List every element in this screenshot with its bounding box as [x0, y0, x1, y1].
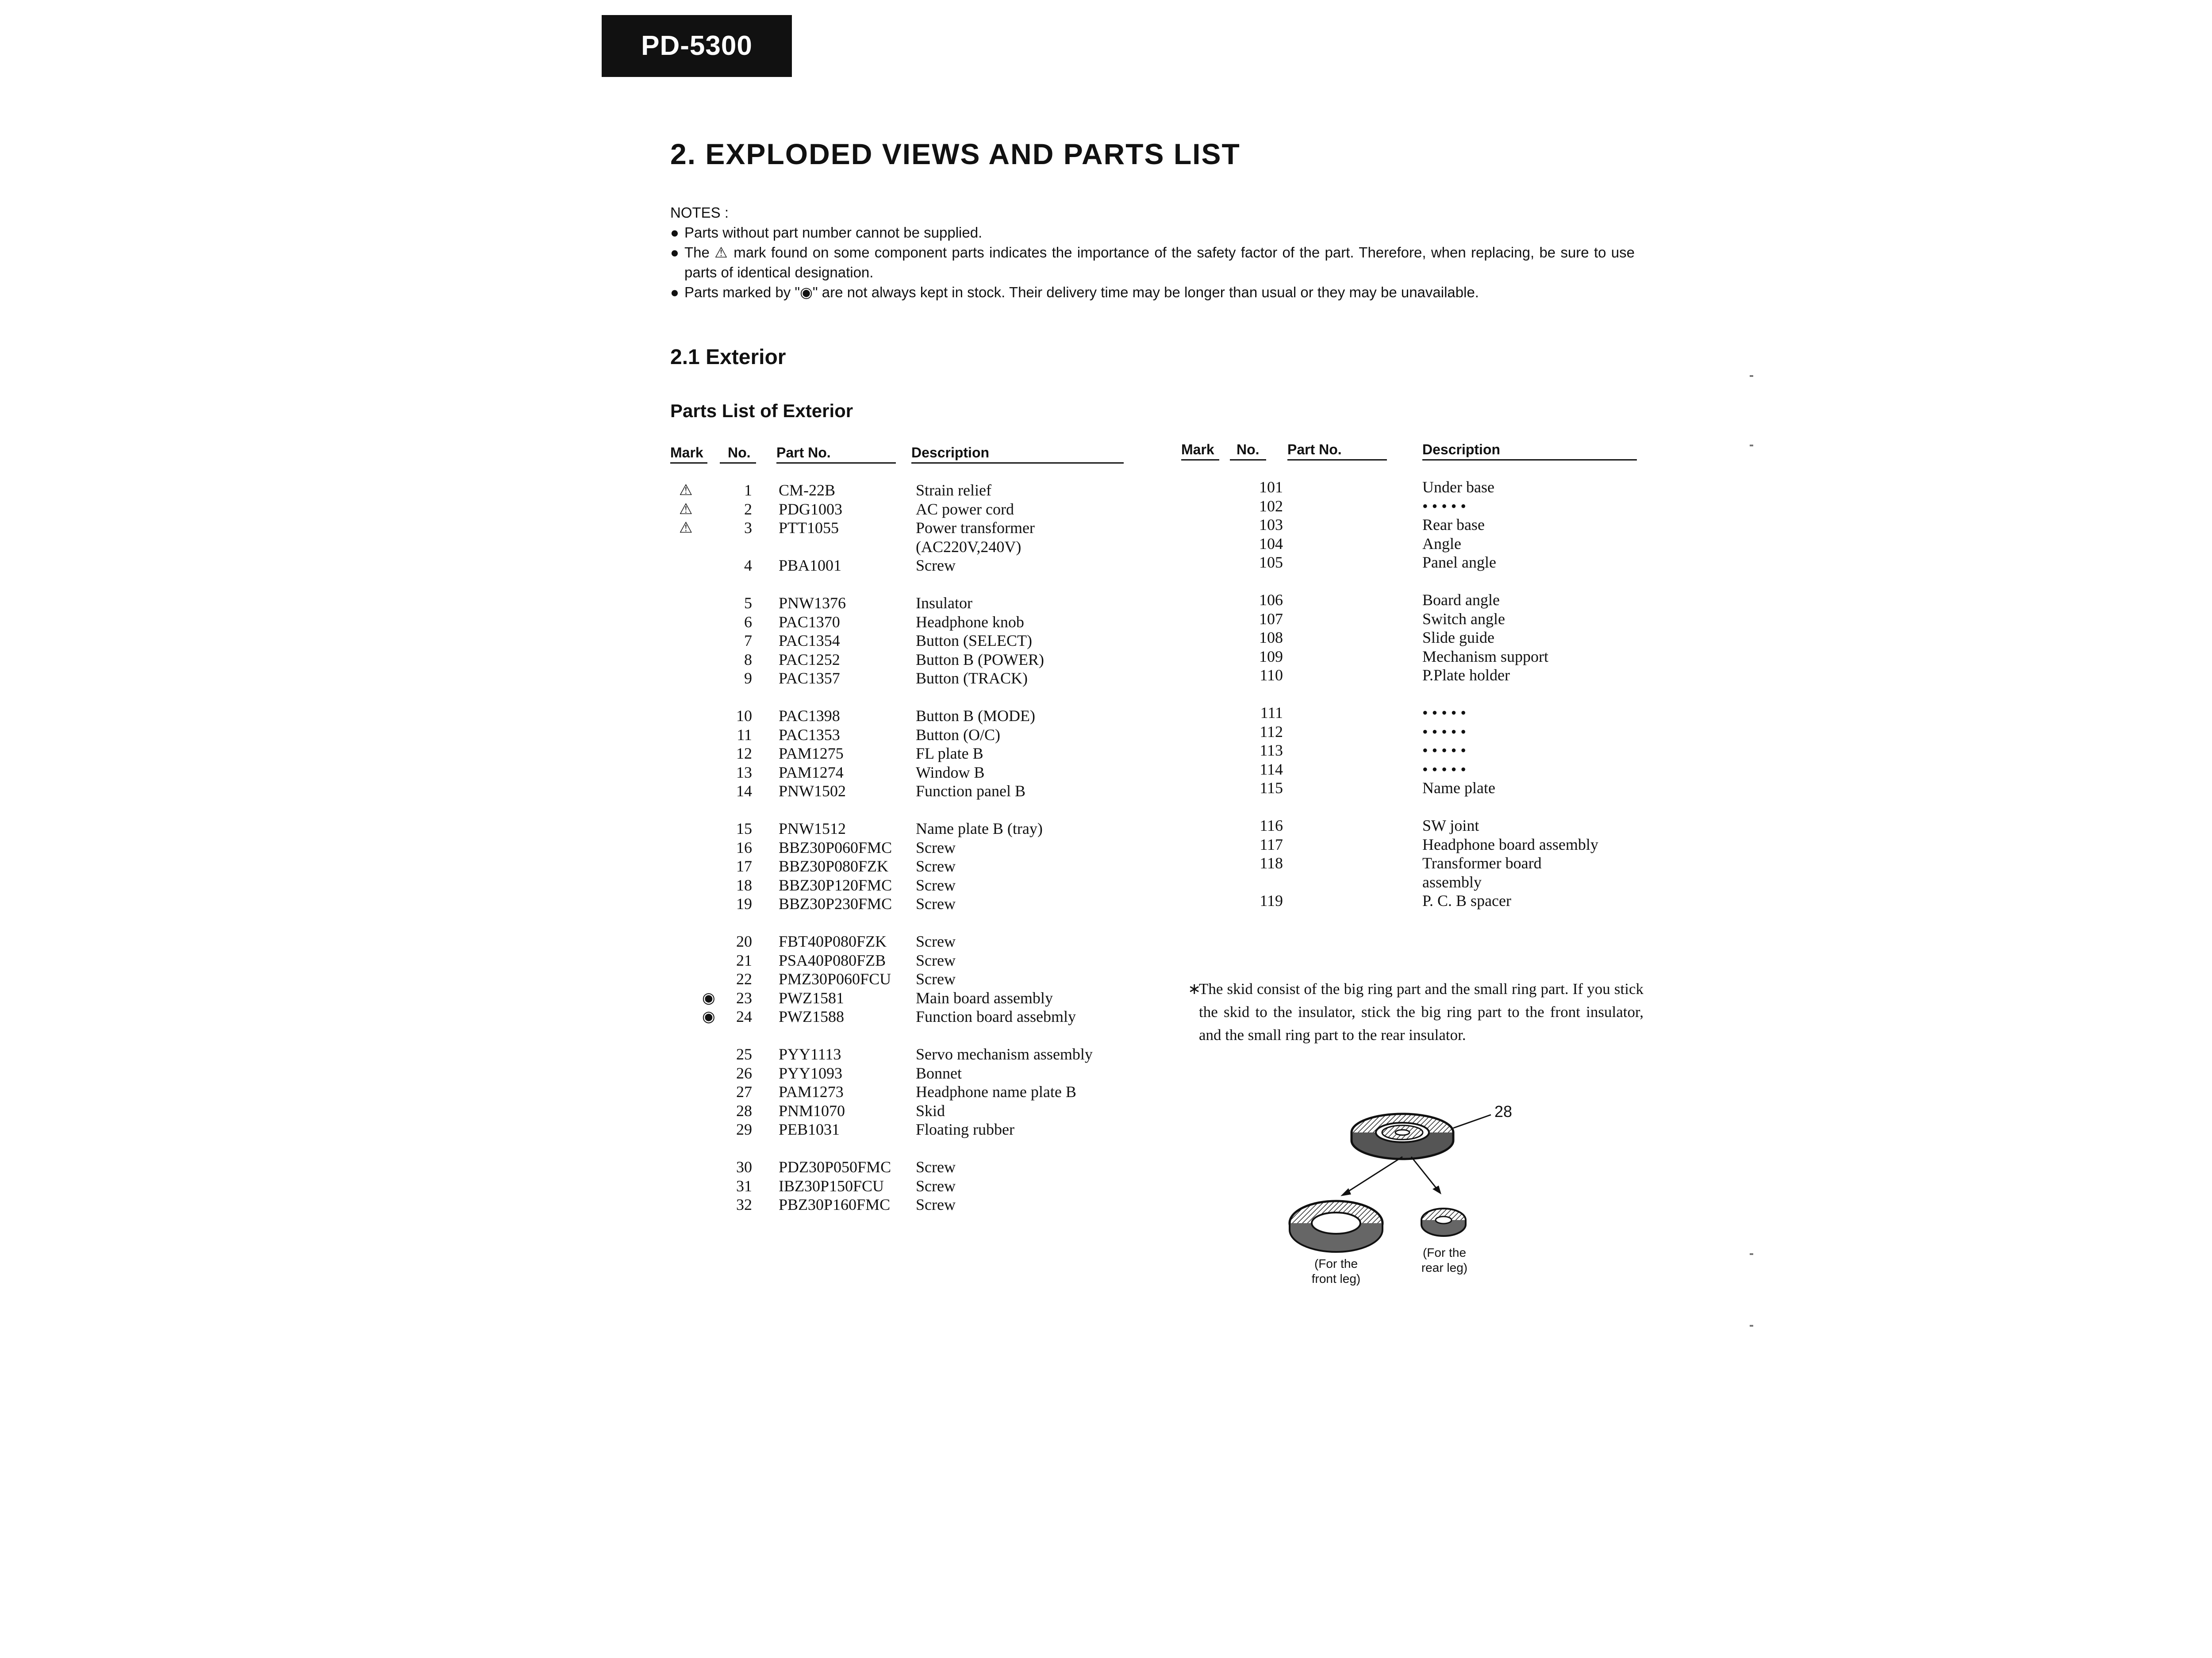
part-number: PNW1502	[779, 782, 846, 800]
part-number-index: 29	[736, 1121, 752, 1138]
notes-heading: NOTES :	[670, 204, 729, 221]
row-spacer	[670, 913, 1135, 933]
part-number: PAC1370	[779, 613, 840, 631]
part-description: Button (TRACK)	[916, 669, 1028, 687]
part-description: Panel angle	[1422, 553, 1496, 571]
part-number-index: 17	[736, 857, 752, 875]
part-number: PBZ30P160FMC	[779, 1196, 891, 1213]
part-description: Transformer board	[1422, 854, 1542, 872]
table-row	[1181, 553, 1646, 572]
part-number-index: 21	[736, 951, 752, 969]
part-description: Name plate B (tray)	[916, 820, 1043, 837]
part-number-index: 8	[744, 650, 752, 668]
bullet-icon: ●	[670, 284, 679, 300]
note-text: Parts without part number cannot be supplied.	[684, 224, 983, 241]
part-number-index: 15	[736, 820, 752, 837]
table-row	[670, 970, 1135, 989]
part-number-index: 110	[1260, 666, 1283, 684]
front-leg-label-line: (For the	[1314, 1257, 1358, 1270]
part-description: Screw	[916, 1196, 956, 1213]
rear-leg-label-line: rear leg)	[1421, 1261, 1468, 1274]
page-title: 2. EXPLODED VIEWS AND PARTS LIST	[670, 138, 1240, 170]
part-number: PNW1376	[779, 594, 846, 612]
table-row	[1181, 760, 1646, 779]
small-ring-icon	[1421, 1209, 1466, 1236]
part-description: Screw	[916, 933, 956, 950]
table-row	[670, 706, 1135, 725]
table-row	[670, 613, 1135, 632]
row-spacer	[670, 1026, 1135, 1045]
part-description: Skid	[916, 1101, 945, 1120]
part-number-index: 9	[744, 669, 752, 687]
skid-figure	[1283, 1097, 1557, 1301]
table-row	[670, 1120, 1135, 1139]
part-description: Button B (POWER)	[916, 650, 1045, 668]
note-item	[670, 223, 1635, 242]
part-description: Screw	[916, 970, 956, 988]
safety-warning-icon: ⚠	[679, 481, 693, 499]
part-number-index: 30	[736, 1158, 752, 1176]
part-number: BBZ30P230FMC	[779, 895, 892, 913]
part-number-index: 16	[736, 838, 752, 856]
col-partno-header: Part No.	[776, 445, 831, 461]
table-row	[1181, 779, 1646, 798]
left-parts-table	[670, 481, 1135, 1214]
part-description: Screw	[916, 557, 956, 574]
part-description: Headphone board assembly	[1422, 835, 1598, 853]
part-number: PEB1031	[779, 1121, 840, 1138]
row-spacer	[670, 575, 1135, 594]
part-number-index: 104	[1259, 534, 1283, 553]
rear-leg-label	[1402, 1245, 1486, 1275]
part-number: PAM1274	[779, 763, 844, 781]
table-row	[670, 1158, 1135, 1177]
part-number-index: 12	[736, 745, 752, 762]
table-row	[1181, 891, 1646, 910]
part-number: PMZ30P060FCU	[779, 970, 891, 988]
part-description: Rear base	[1422, 516, 1485, 533]
right-parts-table	[1181, 478, 1646, 910]
note-text: The ⚠ mark found on some component parts indicates the importance of the safety factor of the part. Therefore, when replacing, be sure to use parts of identical designation.	[684, 244, 1635, 280]
part-description: • • • • •	[1422, 722, 1467, 741]
part-description: AC power cord	[916, 500, 1014, 518]
part-number: FBT40P080FZK	[779, 933, 887, 950]
table-row	[1181, 722, 1646, 741]
part-number-index: 14	[736, 782, 752, 800]
table-row	[670, 1101, 1135, 1121]
part-description: Screw	[916, 951, 956, 969]
part-number: PAC1357	[779, 669, 840, 687]
table-row	[670, 763, 1135, 782]
table-row	[1181, 703, 1646, 722]
table-row	[1181, 591, 1646, 610]
bullet-icon: ●	[670, 224, 679, 241]
row-spacer	[1181, 798, 1646, 817]
col-desc-header: Description	[911, 445, 990, 461]
part-number-index: 101	[1259, 478, 1283, 496]
table-row	[670, 725, 1135, 745]
part-description: SW joint	[1422, 817, 1479, 834]
part-description: Headphone name plate B	[916, 1083, 1076, 1101]
part-description: Power transformer	[916, 519, 1035, 537]
part-number-index: 103	[1259, 516, 1283, 533]
part-description: Angle	[1422, 534, 1461, 553]
part-description: Bonnet	[916, 1064, 962, 1082]
part-description: P.Plate holder	[1422, 666, 1510, 684]
table-row	[1181, 478, 1646, 497]
stock-mark-icon: ◉	[702, 1008, 715, 1025]
part-number-index: 113	[1260, 741, 1283, 759]
table-row	[670, 1195, 1135, 1214]
part-number: CM-22B	[779, 481, 836, 499]
section-heading: 2.1 Exterior	[670, 345, 786, 369]
part-number-index: 25	[736, 1045, 752, 1063]
asterisk-icon: ∗	[1188, 980, 1201, 998]
front-leg-label	[1294, 1256, 1378, 1286]
subsection-heading: Parts List of Exterior	[670, 400, 853, 421]
part-number-index: 118	[1260, 854, 1283, 872]
col-partno-header: Part No.	[1287, 441, 1342, 457]
table-row	[670, 932, 1135, 951]
part-description: Under base	[1422, 478, 1494, 496]
part-description: Servo mechanism assembly	[916, 1045, 1093, 1063]
big-ring-icon	[1290, 1201, 1382, 1252]
table-row	[1181, 854, 1646, 873]
part-number-index: 32	[736, 1196, 752, 1213]
part-description: P. C. B spacer	[1422, 892, 1511, 910]
note-item	[670, 242, 1635, 282]
part-number-index: 2	[744, 500, 752, 518]
row-spacer	[670, 688, 1135, 707]
table-row	[670, 537, 1135, 557]
part-description: Button B (MODE)	[916, 707, 1035, 725]
part-number-index: 24	[736, 1008, 752, 1025]
table-row	[670, 556, 1135, 575]
part-number: PYY1093	[779, 1064, 843, 1082]
part-number: PAM1273	[779, 1083, 844, 1101]
part-number: PSA40P080FZB	[779, 951, 886, 969]
col-mark-header: Mark	[1181, 441, 1214, 457]
notes-block	[670, 203, 1635, 302]
part-number-index: 22	[736, 970, 752, 988]
part-number: BBZ30P080FZK	[779, 857, 889, 875]
table-row	[670, 1082, 1135, 1101]
col-mark-header: Mark	[670, 445, 703, 461]
part-number-index: 10	[736, 707, 752, 725]
note-item	[670, 282, 1635, 302]
safety-warning-icon: ⚠	[679, 500, 693, 518]
row-spacer	[1181, 572, 1646, 591]
part-description: Button (SELECT)	[916, 632, 1032, 649]
part-number: PAC1252	[779, 650, 840, 668]
right-table-header	[1181, 441, 1637, 464]
table-row	[670, 669, 1135, 688]
part-number: BBZ30P120FMC	[779, 876, 892, 894]
part-number: PNW1512	[779, 820, 846, 837]
part-number-index: 27	[736, 1083, 752, 1101]
part-description: Main board assembly	[916, 989, 1053, 1007]
skid-note-text: The skid consist of the big ring part and the small ring part. If you stick the skid to the insulator, stick the big ring part to the front insulator, and the small ring part to the rear insulator.	[1199, 980, 1644, 1044]
part-number-index: 109	[1259, 647, 1283, 665]
col-no-header: No.	[1237, 441, 1260, 457]
part-number-index: 111	[1260, 704, 1283, 722]
part-number: BBZ30P060FMC	[779, 838, 892, 856]
part-description: Function panel B	[916, 782, 1025, 800]
part-description: Screw	[916, 876, 956, 894]
part-number-index: 26	[736, 1064, 752, 1082]
part-number-index: 112	[1260, 722, 1283, 741]
rear-leg-label-line: (For the	[1422, 1246, 1467, 1259]
table-row	[670, 819, 1135, 838]
part-number: PAC1354	[779, 632, 840, 649]
part-description: Name plate	[1422, 779, 1495, 797]
part-number-index: 13	[736, 763, 752, 781]
part-number: PAM1275	[779, 745, 844, 762]
part-number-index: 19	[736, 895, 752, 913]
part-description: • • • • •	[1422, 704, 1467, 722]
part-description: Screw	[916, 838, 956, 856]
part-number-index: 102	[1259, 497, 1283, 515]
table-row	[670, 782, 1135, 801]
table-row	[670, 481, 1135, 500]
left-table-header	[670, 445, 1126, 467]
part-number-index: 119	[1260, 892, 1283, 910]
table-row	[1181, 497, 1646, 516]
part-description: (AC220V,240V)	[916, 537, 1022, 556]
part-description: Button (O/C)	[916, 725, 1001, 744]
table-row	[1181, 534, 1646, 553]
stock-mark-icon: ◉	[702, 989, 715, 1007]
figure-part-number: 28	[1494, 1102, 1513, 1121]
table-row	[1181, 647, 1646, 666]
part-description: • • • • •	[1422, 497, 1467, 515]
part-description: Board angle	[1422, 591, 1500, 609]
part-description: Floating rubber	[916, 1121, 1014, 1138]
part-description: Mechanism support	[1422, 647, 1548, 665]
part-number: PDG1003	[779, 500, 843, 518]
part-description: • • • • •	[1422, 760, 1467, 778]
row-spacer	[1181, 685, 1646, 704]
part-number: PDZ30P050FMC	[779, 1158, 891, 1176]
table-row	[1181, 628, 1646, 647]
table-row	[670, 1045, 1135, 1064]
part-description: Strain relief	[916, 481, 991, 499]
part-description: Screw	[916, 1158, 956, 1176]
part-description: Window B	[916, 763, 985, 781]
table-row	[670, 1007, 1135, 1026]
part-number-index: 3	[744, 519, 752, 537]
note-text: Parts marked by "◉" are not always kept in stock. Their delivery time may be longer than usual or they may be unavailable.	[684, 284, 1479, 300]
part-description: Slide guide	[1422, 629, 1494, 646]
model-tag: PD-5300	[602, 15, 792, 77]
part-number: PBA1001	[779, 557, 842, 574]
safety-warning-icon: ⚠	[679, 519, 693, 537]
part-number-index: 11	[737, 725, 752, 744]
table-row	[1181, 515, 1646, 534]
part-number: PTT1055	[779, 519, 839, 537]
table-row	[670, 894, 1135, 913]
part-number-index: 108	[1259, 629, 1283, 646]
part-description: Headphone knob	[916, 613, 1024, 631]
table-row	[670, 631, 1135, 650]
part-number: PNM1070	[779, 1101, 845, 1120]
part-description: Screw	[916, 1177, 956, 1195]
table-row	[670, 876, 1135, 895]
part-number-index: 23	[736, 989, 752, 1007]
part-number: PAC1353	[779, 725, 840, 744]
part-number-index: 115	[1260, 779, 1283, 797]
table-row	[670, 500, 1135, 519]
table-row	[670, 1177, 1135, 1196]
part-description: Screw	[916, 857, 956, 875]
table-row	[1181, 610, 1646, 629]
part-description: FL plate B	[916, 745, 983, 762]
part-description: assembly	[1422, 873, 1482, 891]
table-row	[670, 518, 1135, 537]
part-number-index: 116	[1260, 817, 1283, 834]
part-description: Switch angle	[1422, 610, 1505, 628]
part-number-index: 106	[1259, 591, 1283, 609]
table-row	[1181, 816, 1646, 835]
table-row	[670, 594, 1135, 613]
part-number: PAC1398	[779, 707, 840, 725]
col-desc-header: Description	[1422, 441, 1501, 457]
bullet-icon: ●	[670, 244, 679, 261]
part-number-index: 18	[736, 876, 752, 894]
part-number-index: 117	[1260, 835, 1283, 853]
table-row	[670, 951, 1135, 970]
skid-assembly-icon	[1352, 1114, 1453, 1159]
part-description: Function board assebmly	[916, 1008, 1076, 1025]
table-row	[1181, 666, 1646, 685]
table-row	[1181, 873, 1646, 892]
part-number-index: 20	[736, 933, 752, 950]
table-row	[670, 989, 1135, 1008]
row-spacer	[670, 801, 1135, 820]
part-description: • • • • •	[1422, 741, 1467, 759]
part-number: PYY1113	[779, 1045, 841, 1063]
col-no-header: No.	[728, 445, 751, 461]
table-row	[670, 857, 1135, 876]
table-row	[1181, 835, 1646, 854]
part-number-index: 5	[744, 594, 752, 612]
table-row	[670, 838, 1135, 857]
part-number-index: 105	[1259, 553, 1283, 571]
part-number-index: 6	[744, 613, 752, 631]
row-spacer	[670, 1139, 1135, 1158]
part-number-index: 28	[736, 1101, 752, 1120]
table-row	[670, 650, 1135, 669]
part-description: Screw	[916, 895, 956, 913]
part-number: PWZ1588	[779, 1008, 844, 1025]
part-number-index: 1	[744, 481, 752, 499]
table-row	[670, 1064, 1135, 1083]
part-number: IBZ30P150FCU	[779, 1177, 884, 1195]
part-number-index: 4	[744, 557, 752, 574]
part-number-index: 114	[1260, 760, 1283, 778]
front-leg-label-line: front leg)	[1311, 1272, 1361, 1286]
part-number-index: 107	[1259, 610, 1283, 628]
part-number: PWZ1581	[779, 989, 844, 1007]
part-description: Insulator	[916, 594, 972, 612]
table-row	[1181, 741, 1646, 760]
table-row	[670, 744, 1135, 763]
part-number-index: 31	[736, 1177, 752, 1195]
part-number-index: 7	[744, 632, 752, 649]
skid-note	[1188, 978, 1644, 1047]
